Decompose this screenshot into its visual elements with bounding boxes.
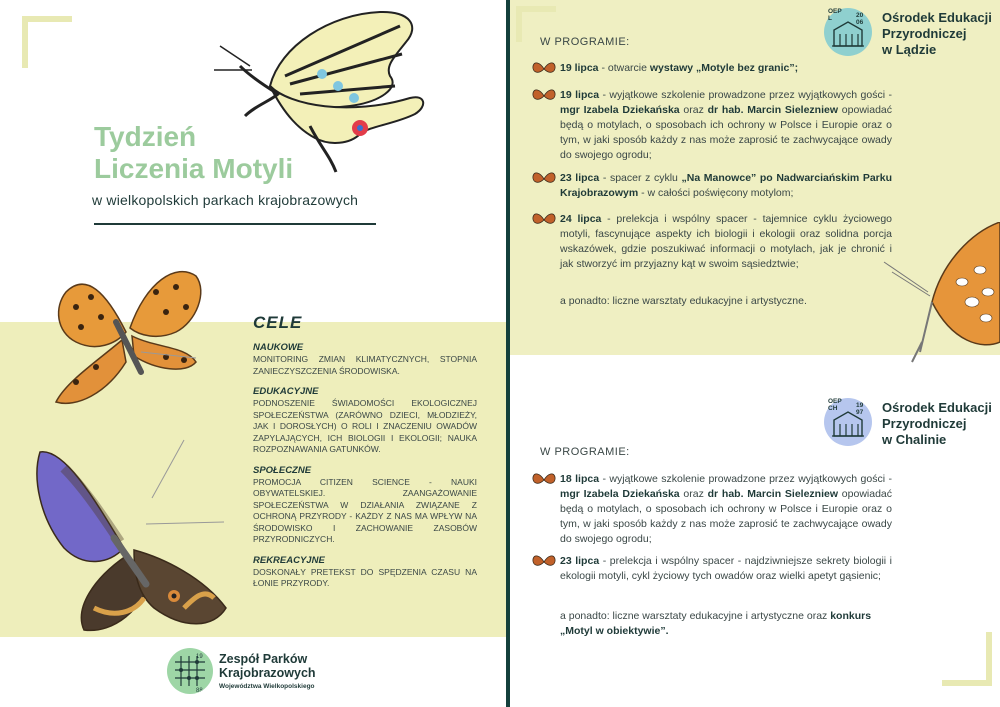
goal-item xyxy=(253,386,477,456)
oep-lad-code-right: 20 06 xyxy=(856,12,864,26)
butterfly-bullet-icon xyxy=(532,170,556,188)
butterfly-bullet-icon xyxy=(532,60,556,78)
purple-emperor-butterfly-icon xyxy=(34,438,230,634)
corner-decoration xyxy=(942,632,992,686)
event-date: 23 lipca xyxy=(560,172,600,184)
org-name-line-2: Przyrodniczej xyxy=(882,416,967,431)
event-highlight: wystawy „Motyle bez granic”; xyxy=(649,62,799,74)
event-highlight: dr hab. Marcin Sielezniew xyxy=(707,104,839,116)
title-line-1: Tydzień xyxy=(94,121,197,152)
event-highlight: dr hab. Marcin Sielezniew xyxy=(707,488,839,500)
event-highlight: mgr Izabela Dziekańska xyxy=(560,488,680,500)
title-line-2: Liczenia Motyli xyxy=(94,153,294,184)
goal-name: REKREACYJNE xyxy=(253,554,325,566)
lad-event-3 xyxy=(560,171,892,201)
goal-item xyxy=(253,465,477,546)
event-text: - otwarcie xyxy=(598,62,650,74)
event-text: oraz xyxy=(679,488,708,500)
fritillary-butterfly-icon xyxy=(46,262,206,410)
subtitle: w wielkopolskich parkach krajobrazowych xyxy=(92,192,359,208)
oep-lad-name xyxy=(882,10,992,58)
goal-name: EDUKACYJNE xyxy=(253,386,319,397)
event-date: 24 lipca xyxy=(560,213,602,225)
fritillary-butterfly-icon xyxy=(882,222,1000,368)
event-date: 19 lipca xyxy=(560,62,599,74)
lad-event-4 xyxy=(560,212,892,272)
event-text: oraz xyxy=(679,104,708,116)
goal-item xyxy=(253,555,477,590)
event-text: opowiadać będą o motylach, o sposobach ich ochrony w Polsce i Europie oraz o tym, w jaki sposób każdy z nas może zaprosić te zachwycające owady do swojego ogrodu; xyxy=(560,488,893,545)
chalin-program-heading: W PROGRAMIE: xyxy=(540,446,630,458)
goals-list xyxy=(253,342,477,599)
logo-code-top: 19 xyxy=(196,654,203,660)
extra-highlight: konkurs „Motyl w obiektywie”. xyxy=(560,610,872,637)
event-text: opowiadać będą o motylach, o sposobach ich ochrony w Polsce i Europie oraz o tym, w jaki sposób każdy z nas może zaprosić te zachwycające owady do swojego ogrodu; xyxy=(560,104,893,161)
zpk-name-line-1: Zespół Parków xyxy=(219,652,308,666)
goal-text: PROMOCJA CITIZEN SCIENCE - NAUKI OBYWATELSKIEJ. ZAANGAŻOWANIE SPOŁECZEŃSTWA W DZIAŁANIA ZWIĄZANE Z OCHRONĄ PRZYRODY - KAŻDY Z NAS MA WPŁYW NA ŚRODOWISKO I ZACHOWANIE ZASOBÓW PRZYRODNICZYCH. xyxy=(253,476,477,544)
goal-text: DOSKONAŁY PRETEKST DO SPĘDZENIA CZASU NA ŁONIE PRZYRODY. xyxy=(253,566,477,588)
event-text: - prelekcja i wspólny spacer - tajemnice cyklu życiowego motyli, fascynujące aspekty ich biologii i ekologii oraz solidna porcja wskazówek, gdzie poszukiwać informacji o motylach, jak je chronić i jak stworzyć im przyjazny kąt w swoim sąsiedztwie; xyxy=(560,213,893,270)
event-text: - wyjątkowe szkolenie prowadzone przez wyjątkowych gości - xyxy=(599,473,892,485)
oep-chalin-code-right: 19 97 xyxy=(856,402,864,416)
event-text: - spacer z cyklu xyxy=(599,172,682,184)
goal-text: MONITORING ZMIAN KLIMATYCZNYCH, STOPNIA ZANIECZYSZCZENIA ŚRODOWISKA. xyxy=(253,354,477,376)
lad-program-heading: W PROGRAMIE: xyxy=(540,36,630,48)
goal-text: PODNOSZENIE ŚWIADOMOŚCI EKOLOGICZNEJ SPOŁECZEŃSTWA (ZARÓWNO DZIECI, MŁODZIEŻY, JAK I DOROSŁYCH) O ROLI I ZNACZENIU OWADÓW ZAPYLAJĄCYCH, ICH BIOLOGII I EKOLOGII; NAUKA ROZPOZNAWANIA GATUNKÓW. xyxy=(253,398,477,454)
goals-heading: CELE xyxy=(253,313,303,332)
title-rule xyxy=(94,223,376,225)
org-name-line-1: Ośrodek Edukacji xyxy=(882,400,992,415)
event-text: - w całości poświęcony motylom; xyxy=(638,187,794,199)
event-date: 19 lipca xyxy=(560,89,600,101)
lad-event-2 xyxy=(560,88,892,163)
corner-decoration xyxy=(22,16,72,68)
zpk-logo xyxy=(167,648,213,694)
chalin-extra xyxy=(560,609,900,639)
chalin-event-2 xyxy=(560,554,892,584)
grid-logo-icon xyxy=(167,648,213,694)
org-name-line-1: Ośrodek Edukacji xyxy=(882,10,992,25)
lad-event-1 xyxy=(560,61,892,76)
goal-item xyxy=(253,342,477,377)
zpk-name-line-2: Krajobrazowych xyxy=(219,666,316,680)
org-name-line-2: Przyrodniczej xyxy=(882,26,967,41)
butterfly-bullet-icon xyxy=(532,87,556,105)
right-page xyxy=(510,0,1000,707)
event-text: - prelekcja i wspólny spacer - najdziwniejsze sekrety biologii i ekologii motyli, cykl życiowy tych owadów oraz wielki apetyt gąsienic; xyxy=(560,555,892,582)
oep-chalin-code-left: OEP CH xyxy=(828,398,842,412)
page-title xyxy=(94,121,293,185)
logo-code-bottom: 88 xyxy=(196,688,203,694)
goal-name: NAUKOWE xyxy=(253,342,304,353)
butterfly-bullet-icon xyxy=(532,471,556,489)
oep-lad-code-left: OEP L xyxy=(828,8,842,22)
event-highlight: mgr Izabela Dziekańska xyxy=(560,104,680,116)
zpk-name xyxy=(219,652,316,680)
butterfly-bullet-icon xyxy=(532,553,556,571)
event-highlight: „Na Manowce” po Nadwarciańskim Parku Krajobrazowym xyxy=(560,172,892,199)
butterfly-bullet-icon xyxy=(532,211,556,229)
zpk-subtitle: Województwa Wielkopolskiego xyxy=(219,683,315,690)
event-date: 18 lipca xyxy=(560,473,600,485)
org-name-line-3: w Lądzie xyxy=(882,42,937,57)
goal-name: SPOŁECZNE xyxy=(253,464,312,476)
extra-text: a ponadto: liczne warsztaty edukacyjne i artystyczne oraz xyxy=(560,610,831,622)
event-text: - wyjątkowe szkolenie prowadzone przez wyjątkowych gości - xyxy=(599,89,892,101)
oep-chalin-name xyxy=(882,400,992,448)
org-name-line-3: w Chalinie xyxy=(882,432,947,447)
event-date: 23 lipca xyxy=(560,555,600,567)
chalin-event-1 xyxy=(560,472,892,547)
lad-extra: a ponadto: liczne warsztaty edukacyjne i artystyczne. xyxy=(560,295,807,307)
